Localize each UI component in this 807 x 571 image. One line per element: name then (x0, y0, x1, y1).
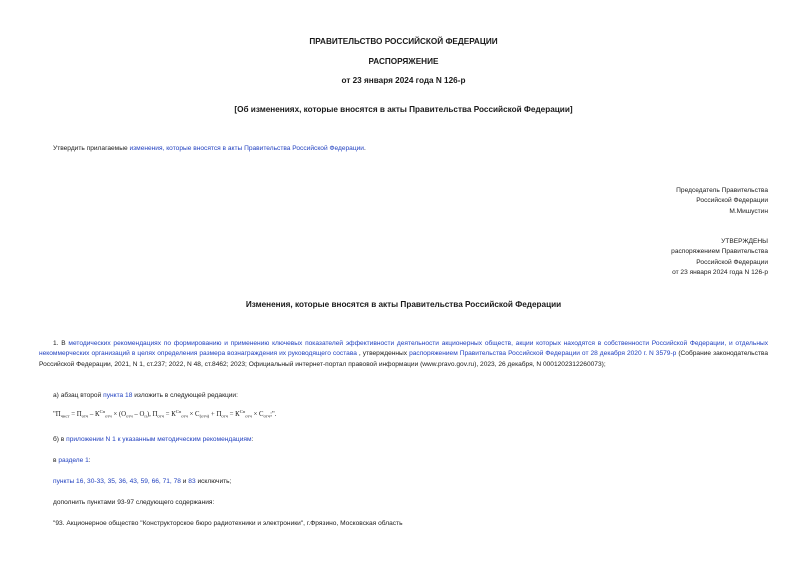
formula-subscript: отч (245, 413, 252, 419)
document-subject: [Об изменениях, которые вносятся в акты Правительства Российской Федерации] (234, 105, 573, 114)
formula-subscript: отч (181, 413, 188, 419)
formula-term: ), П (146, 411, 158, 418)
formula-superscript: Сп (175, 409, 182, 414)
issuer-heading: ПРАВИТЕЛЬСТВО РОССИЙСКОЙ ФЕДЕРАЦИИ (309, 37, 498, 46)
sub-b-prefix: б) в (53, 436, 67, 443)
sub-b-paragraph (53, 435, 253, 445)
formula-term: П (55, 411, 61, 418)
formula-subscript: отч (263, 413, 271, 419)
formula-subscript: отч (81, 413, 89, 419)
item-1-paragraph (39, 339, 768, 370)
formula-superscript: Сп (99, 409, 106, 414)
approve-paragraph (53, 144, 366, 154)
approve-suffix: . (363, 145, 366, 152)
point-18-link[interactable]: пункта 18 (103, 392, 133, 399)
points-paragraph (53, 477, 231, 487)
approved-block (671, 237, 768, 279)
section-1-paragraph (53, 456, 91, 466)
section-1-link[interactable]: разделе 1 (58, 457, 89, 464)
formula-subscript: чист (60, 413, 70, 419)
points-middle: и (180, 478, 189, 485)
points-suffix: исключить; (195, 478, 232, 485)
formula-term: – К (88, 411, 100, 418)
methodical-recommendations-link[interactable]: методических рекомендациях по формированию и применению ключевых показателей эффективности деятельности акционерных обществ, акции которых находятся в собственности Российской Федерации, и отдельных некоммерческих организаций в целях определения размера вознаграждения их руководящего состава (39, 340, 769, 358)
document-date-number: от 23 января 2024 года N 126-р (341, 76, 466, 85)
point-83-link[interactable]: 83 (188, 478, 196, 485)
document-type-heading: РАСПОРЯЖЕНИЕ (368, 57, 439, 66)
signature-country: Российской Федерации (696, 197, 768, 205)
sub-a-suffix: изложить в следующей редакции: (132, 392, 238, 399)
sub-b-suffix: : (251, 436, 254, 443)
formula-term: × (О (111, 411, 127, 418)
formula-subscript: отч (157, 413, 164, 419)
section-title: Изменения, которые вносятся в акты Правительства Российской Федерации (245, 300, 562, 309)
signature-position: Председатель Правительства (676, 187, 768, 194)
formula-subscript: п (144, 413, 147, 419)
section-1-suffix: : (88, 457, 91, 464)
formula-superscript: Сп (239, 409, 246, 414)
item-1-middle: , утвержденных (356, 350, 410, 358)
signature-name: М.Мишустин (729, 207, 768, 215)
points-link[interactable]: пункты 16, 30-33, 35, 36, 43, 59, 66, 71, 78 (53, 478, 181, 485)
order-3579-link[interactable]: распоряжением Правительства Российской Федерации от 28 декабря 2020 г. N 3579-р (409, 350, 677, 358)
approve-link[interactable]: изменения, которые вносятся в акты Правительства Российской Федерации (129, 145, 364, 152)
item-1-suffix: (Собрание законодательства Российской Федерации, 2021, N 1, ст.237; 2022, N 48, ст.8462; 2023; Официальный интернет-портал правовой информации (www.pravo.gov.ru), 2023, 26 декабря, N 0001202312260073); (39, 350, 769, 368)
formula (53, 409, 276, 419)
sub-a-paragraph (53, 391, 238, 401)
formula-term: × С (251, 411, 264, 418)
approve-prefix: Утвердить прилагаемые (53, 145, 130, 152)
formula-term: = К (163, 411, 176, 418)
approved-date: от 23 января 2024 года N 126-р (672, 269, 768, 277)
formula-term: = К (227, 411, 240, 418)
item-1-prefix: 1. В (53, 340, 69, 347)
formula-term: – О (132, 411, 145, 418)
supplement-paragraph: дополнить пунктами 93-97 следующего содержания: (53, 499, 215, 506)
approved-title: УТВЕРЖДЕНЫ (721, 238, 768, 245)
formula-subscript: отч (221, 413, 228, 419)
formula-open-quote: " (53, 411, 56, 418)
approved-by: распоряжением Правительства (671, 248, 768, 256)
formula-term: + П (209, 411, 222, 418)
formula-subscript: отч (105, 413, 112, 419)
signature-block (676, 186, 768, 217)
item-93-paragraph: "93. Акционерное общество "Конструкторское бюро радиотехники и электроники", г.Фрязино, Московская область (53, 520, 403, 527)
sub-a-prefix: а) абзац второй (53, 392, 104, 399)
formula-term: = П (69, 411, 82, 418)
section-1-prefix: в (53, 457, 59, 464)
formula-subscript: (отч) (199, 413, 210, 419)
formula-close: ;". (270, 411, 277, 418)
formula-term: × С (187, 411, 200, 418)
appendix-1-link[interactable]: приложении N 1 к указанным методическим рекомендациям (66, 436, 252, 443)
approved-country: Российской Федерации (696, 258, 768, 266)
formula-subscript: отч (126, 413, 133, 419)
